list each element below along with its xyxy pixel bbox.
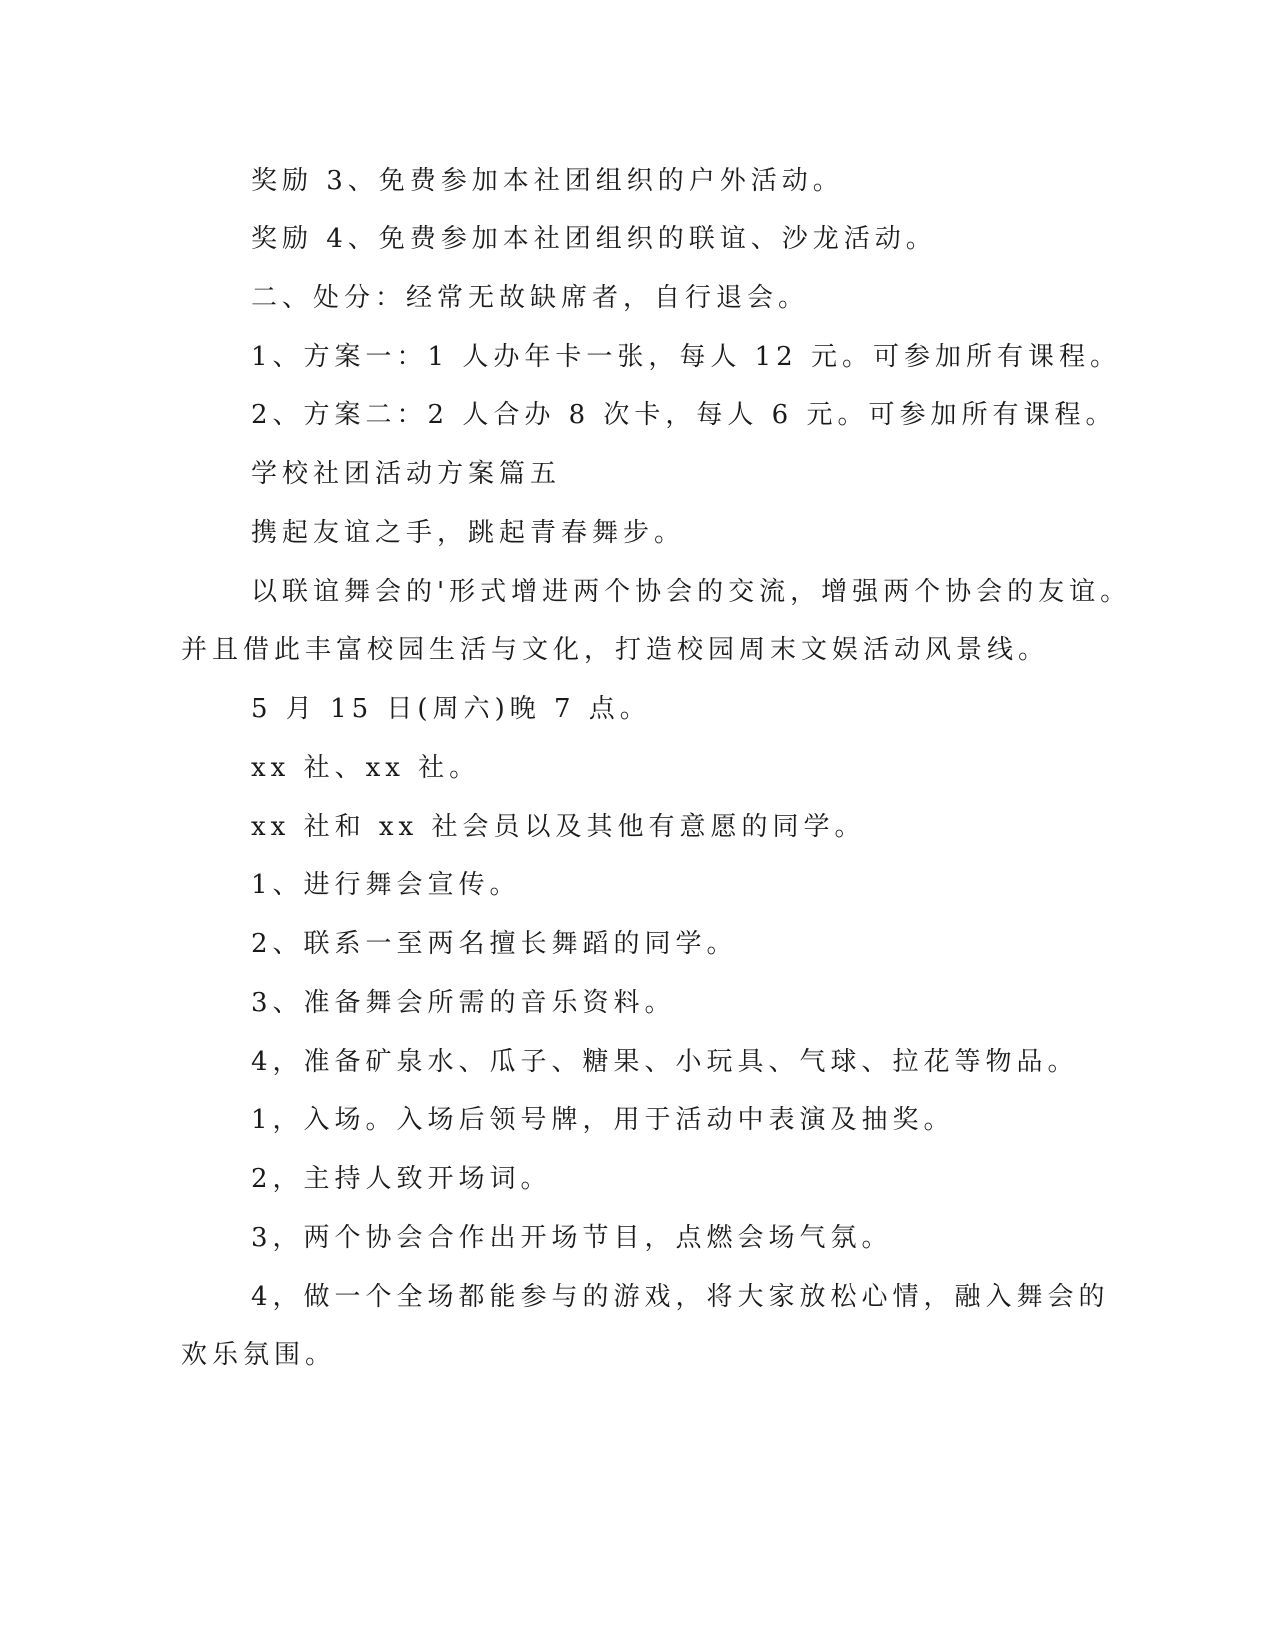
- text-line: 1、进行舞会宣传。: [251, 870, 521, 900]
- text-line: 并且借此丰富校园生活与文化，打造校园周末文娱活动风景线。: [181, 635, 1050, 665]
- section-heading: 学校社团活动方案篇五: [251, 459, 562, 489]
- text-line: 4，准备矿泉水、瓜子、糖果、小玩具、气球、拉花等物品。: [251, 1047, 1079, 1077]
- text-line: 1、方案一：1 人办年卡一张，每人 12 元。可参加所有课程。: [251, 342, 1121, 372]
- text-line: 携起友谊之手，跳起青春舞步。: [251, 518, 686, 548]
- text-line: 4，做一个全场都能参与的游戏，将大家放松心情，融入舞会的: [251, 1282, 1110, 1312]
- text-line: 奖励 4、免费参加本社团组织的联谊、沙龙活动。: [251, 224, 937, 254]
- text-line: 以联谊舞会的'形式增进两个协会的交流，增强两个协会的友谊。: [251, 577, 1132, 607]
- text-line: 2，主持人致开场词。: [251, 1164, 552, 1194]
- text-line: 1，入场。入场后领号牌，用于活动中表演及抽奖。: [251, 1105, 955, 1135]
- text-line: 3，两个协会合作出开场节目，点燃会场气氛。: [251, 1223, 893, 1253]
- text-line: 奖励 3、免费参加本社团组织的户外活动。: [251, 166, 844, 196]
- text-line: xx 社和 xx 社会员以及其他有意愿的同学。: [251, 812, 866, 842]
- text-line: 欢乐氛围。: [181, 1340, 337, 1370]
- text-line: 5 月 15 日(周六)晚 7 点。: [251, 694, 651, 724]
- text-line: 2、联系一至两名擅长舞蹈的同学。: [251, 929, 738, 959]
- text-line: 3、准备舞会所需的音乐资料。: [251, 988, 676, 1018]
- text-line: xx 社、xx 社。: [251, 753, 481, 783]
- text-line: 二、处分：经常无故缺席者，自行退会。: [251, 283, 810, 313]
- text-line: 2、方案二：2 人合办 8 次卡，每人 6 元。可参加所有课程。: [251, 400, 1117, 430]
